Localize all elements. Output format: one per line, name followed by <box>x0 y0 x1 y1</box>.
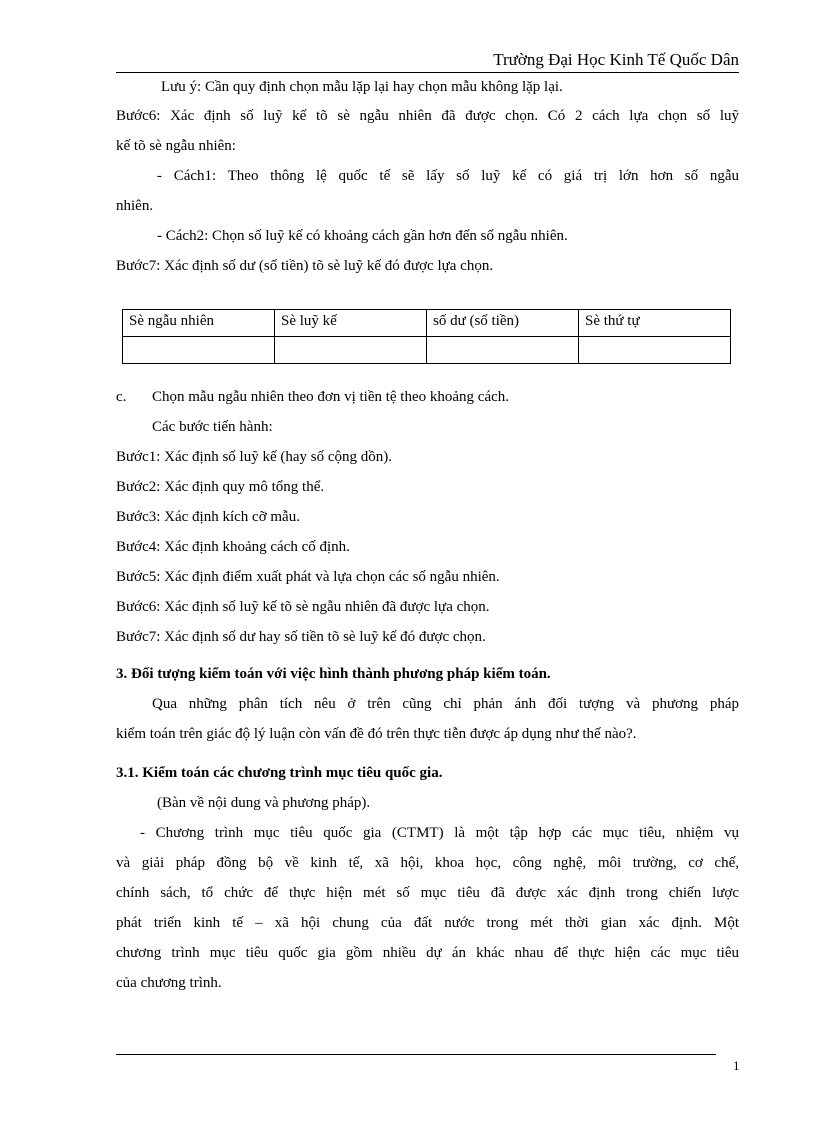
table-cell <box>123 337 275 364</box>
section-31-para-line: và giải pháp đồng bộ về kinh tế, xã hội, khoa học, công nghệ, môi trường, cơ chế, <box>116 855 739 871</box>
section-3-para-line: Qua những phân tích nêu ở trên cũng chỉ phản ánh đối tượng và phương pháp <box>152 696 739 712</box>
step-line: Bước5: Xác định điểm xuất phát và lựa chọn các số ngẫu nhiên. <box>116 569 500 585</box>
section-c-title: Chọn mẫu ngẫu nhiên theo đơn vị tiền tệ theo khoảng cách. <box>152 389 510 405</box>
table-cell <box>427 337 579 364</box>
section-31-para-line: của chương trình. <box>116 975 222 991</box>
method2-line: - Cách2: Chọn số luỹ kế có khoảng cách gần hơn đến số ngẫu nhiên. <box>157 228 568 244</box>
method1-line: - Cách1: Theo thông lệ quốc tế sẽ lấy số luỹ kế có giá trị lớn hơn số ngẫu <box>157 168 739 184</box>
section-31-sub: (Bàn về nội dung và phương pháp). <box>157 795 371 811</box>
table-cell <box>579 337 731 364</box>
table-header-row <box>123 310 731 337</box>
step-line: Bước7: Xác định số dư hay số tiền tõ sè luỹ kế đó được chọn. <box>116 629 486 645</box>
table-header-cell: Sè ngẫu nhiên <box>123 310 275 337</box>
steps-intro: Các bước tiến hành: <box>152 419 273 435</box>
sample-table <box>122 309 731 364</box>
step6-line: Bước6: Xác định số luỹ kế tõ sè ngẫu nhiên đã được chọn. Có 2 cách lựa chọn số luỹ <box>116 108 739 124</box>
section-31-para-line: chính sách, tổ chức để thực hiện mét số mục tiêu đã được xác định trong chiến lược <box>116 885 739 901</box>
step6-cont-line: kế tõ sè ngẫu nhiên: <box>116 138 236 154</box>
note-line: Lưu ý: Cần quy định chọn mẫu lặp lại hay chọn mẫu không lặp lại. <box>161 79 563 95</box>
step-line: Bước4: Xác định khoảng cách cố định. <box>116 539 350 555</box>
step-line: Bước6: Xác định số luỹ kế tõ sè ngẫu nhiên đã được lựa chọn. <box>116 599 490 615</box>
footer-divider <box>116 1054 716 1055</box>
table-header-cell: Sè luỹ kế <box>275 310 427 337</box>
section-31-para-line: phát triển kinh tế – xã hội chung của đất nước trong mét thời gian xác định. Một <box>116 915 739 931</box>
section-31-heading: 3.1. Kiểm toán các chương trình mục tiêu quốc gia. <box>116 765 443 781</box>
section-31-para-line: chương trình mục tiêu quốc gia gồm nhiều dự án khác nhau để thực hiện các mục tiêu <box>116 945 739 961</box>
section-c-label: c. <box>116 389 127 405</box>
method1-cont-line: nhiên. <box>116 198 154 214</box>
step-line: Bước1: Xác định số luỹ kế (hay số cộng dồn). <box>116 449 393 465</box>
step-line: Bước3: Xác định kích cỡ mẫu. <box>116 509 300 525</box>
section-31-para-line: - Chương trình mục tiêu quốc gia (CTMT) là một tập hợp các mục tiêu, nhiệm vụ <box>140 825 739 841</box>
table-header-cell: Sè thứ tự <box>579 310 731 337</box>
table-cell <box>275 337 427 364</box>
table-header-cell: số dư (số tiền) <box>427 310 579 337</box>
section-3-heading: 3. Đối tượng kiểm toán với việc hình thành phương pháp kiểm toán. <box>116 666 551 682</box>
step7-line: Bước7: Xác định số dư (số tiền) tõ sè luỹ kế đó được lựa chọn. <box>116 258 494 274</box>
section-3-para-line: kiểm toán trên giác độ lý luận còn vấn đề đó trên thực tiễn được áp dụng như thế nào?. <box>116 726 637 742</box>
page-header: Trường Đại Học Kinh Tế Quốc Dân <box>116 48 739 73</box>
step-line: Bước2: Xác định quy mô tổng thể. <box>116 479 325 495</box>
page-number: 1 <box>733 1058 740 1073</box>
table-row <box>123 337 731 364</box>
